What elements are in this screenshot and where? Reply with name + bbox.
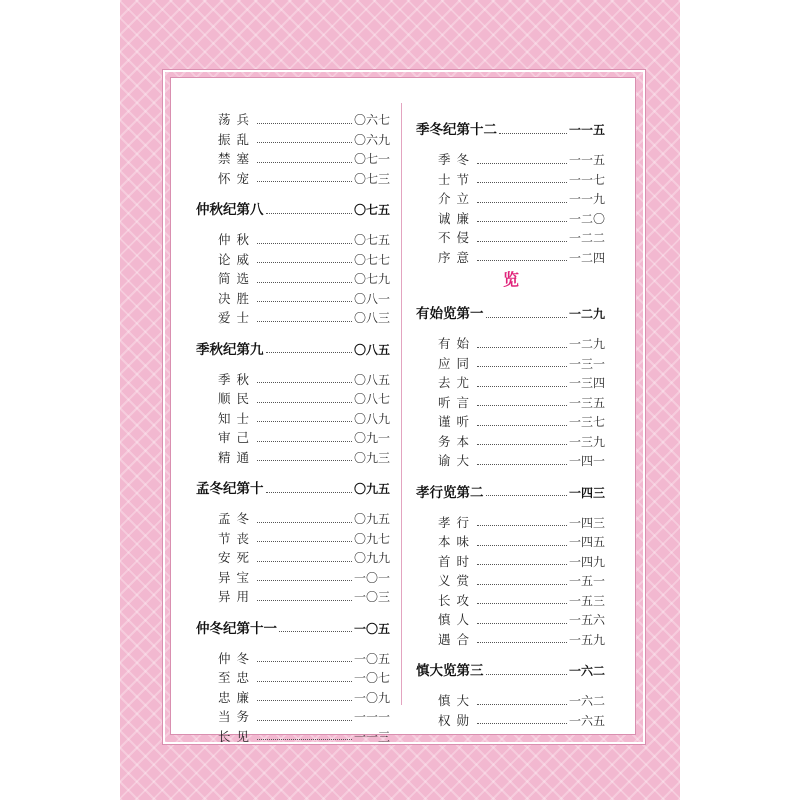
page-number: 〇七五: [353, 233, 390, 247]
toc-entry-row[interactable]: [196, 269, 390, 289]
toc-entry-row[interactable]: [196, 448, 390, 468]
page-number: 一一一: [353, 710, 390, 724]
toc-entry-row[interactable]: [196, 250, 390, 270]
toc-entry-row[interactable]: [196, 707, 390, 727]
page-number: 一〇九: [353, 690, 390, 705]
toc-entry-row[interactable]: [196, 169, 390, 189]
toc-entry-row[interactable]: [416, 373, 605, 393]
dot-leader: [257, 522, 352, 523]
entry-title: 不侵: [438, 230, 476, 245]
page-number: 〇九九: [353, 551, 390, 565]
toc-entry-row[interactable]: [196, 370, 390, 390]
page-number: 一六二: [568, 694, 605, 708]
toc-entry-row[interactable]: [416, 170, 605, 190]
dot-leader: [257, 441, 352, 442]
page-number: 〇七一: [353, 152, 390, 166]
toc-entry-row[interactable]: [416, 354, 605, 374]
entry-title: 精通: [218, 449, 256, 465]
toc-entry-row[interactable]: [196, 529, 390, 549]
toc-entry-row[interactable]: [196, 587, 390, 607]
page-number: 〇八五: [353, 372, 390, 387]
page-number: 一四一: [568, 454, 605, 468]
page-number: 一一九: [568, 192, 605, 206]
dot-leader: [499, 133, 567, 134]
dot-leader: [477, 202, 567, 203]
dot-leader: [477, 545, 567, 546]
dot-leader: [477, 444, 567, 445]
toc-entry-row[interactable]: [416, 610, 605, 630]
chapter-title: 孟冬纪第十: [196, 481, 264, 497]
entry-title: 应同: [438, 355, 476, 371]
dot-leader: [477, 221, 567, 222]
page-number: 〇九五: [353, 512, 390, 526]
toc-entry-row[interactable]: [196, 130, 390, 150]
page-number: 〇九三: [353, 450, 390, 465]
toc-entry-row[interactable]: [416, 189, 605, 209]
page-number: 〇九一: [353, 431, 390, 445]
toc-entry-row[interactable]: [196, 389, 390, 409]
entry-title: 介立: [438, 191, 476, 206]
page-number: 〇八三: [353, 311, 390, 325]
page-number: 〇八一: [353, 291, 390, 306]
column-divider: [401, 103, 402, 705]
dot-leader: [486, 674, 567, 675]
toc-entry-row[interactable]: [196, 409, 390, 429]
page-number: 一六五: [568, 713, 605, 728]
page-number: 一五一: [568, 574, 605, 588]
entry-title: 怀宠: [218, 170, 256, 186]
entry-title: 有始: [438, 336, 476, 351]
toc-chapter-row[interactable]: [196, 200, 390, 220]
entry-title: 仲秋: [218, 232, 256, 247]
page-number: 一六二: [568, 664, 605, 678]
toc-entry-row[interactable]: [416, 248, 605, 268]
entry-title: 季冬: [438, 152, 476, 167]
toc-chapter-row[interactable]: [416, 661, 605, 681]
dot-leader: [486, 317, 567, 318]
dot-leader: [257, 421, 352, 422]
entry-title: 荡兵: [218, 112, 256, 127]
toc-entry-row[interactable]: [416, 630, 605, 650]
entry-title: 当务: [218, 709, 256, 724]
page-number: 一四三: [568, 485, 605, 500]
page-number: 一〇五: [353, 651, 390, 666]
dot-leader: [477, 260, 567, 261]
dot-leader: [477, 723, 567, 724]
page-number: 一〇七: [353, 671, 390, 685]
toc-entry-row[interactable]: [416, 691, 605, 711]
page-number: 〇九五: [353, 482, 390, 496]
page-number: 一〇一: [353, 570, 390, 585]
page-number: 一三四: [568, 376, 605, 390]
dot-leader: [279, 631, 352, 632]
page-number: 一四三: [568, 515, 605, 530]
toc-entry-row[interactable]: [416, 393, 605, 413]
entry-title: 本味: [438, 534, 476, 549]
page-number: 〇八五: [353, 342, 390, 357]
dot-leader: [266, 213, 352, 214]
page-number: 一五九: [568, 632, 605, 647]
toc-entry-row[interactable]: [416, 552, 605, 572]
dot-leader: [257, 382, 352, 383]
entry-title: 慎大: [438, 693, 476, 708]
chapter-title: 慎大览第三: [416, 663, 484, 679]
page-number: 〇七三: [353, 171, 390, 186]
toc-chapter-row[interactable]: [416, 483, 605, 503]
dot-leader: [257, 243, 352, 244]
dot-leader: [477, 347, 567, 348]
entry-title: 简选: [218, 271, 256, 286]
page-number: 一二〇: [568, 211, 605, 226]
entry-title: 首时: [438, 553, 476, 569]
dot-leader: [477, 623, 567, 624]
dot-leader: [266, 352, 352, 353]
toc-entry-row[interactable]: [196, 548, 390, 568]
page-number: 一二九: [568, 337, 605, 351]
page-number: 一五三: [568, 593, 605, 608]
dot-leader: [477, 425, 567, 426]
entry-title: 论威: [218, 251, 256, 267]
dot-leader: [257, 681, 352, 682]
entry-title: 知士: [218, 410, 256, 426]
entry-title: 权勋: [438, 712, 476, 728]
toc-entry-row[interactable]: [416, 150, 605, 170]
chapter-title: 季秋纪第九: [196, 341, 264, 358]
page-number: 一三一: [568, 356, 605, 371]
page-number: 一一五: [568, 123, 605, 137]
toc-entry-row[interactable]: [416, 513, 605, 533]
entry-title: 士节: [438, 171, 476, 187]
page-number: 一五六: [568, 613, 605, 627]
entry-title: 孝行: [438, 514, 476, 530]
dot-leader: [257, 561, 352, 562]
chapter-title: 仲秋纪第八: [196, 202, 264, 218]
dot-leader: [257, 460, 352, 461]
dot-leader: [477, 584, 567, 585]
page-number: 一二四: [568, 250, 605, 265]
chapter-title: 孝行览第二: [416, 484, 484, 501]
dot-leader: [257, 402, 352, 403]
dot-leader: [257, 162, 352, 163]
entry-title: 遇合: [438, 631, 476, 647]
dot-leader: [477, 405, 567, 406]
toc-entry-row[interactable]: [416, 711, 605, 731]
page-number: 一三七: [568, 415, 605, 429]
toc-entry-row[interactable]: [196, 668, 390, 688]
dot-leader: [257, 580, 352, 581]
dot-leader: [257, 181, 352, 182]
toc-entry-row[interactable]: [196, 149, 390, 169]
dot-leader: [477, 163, 567, 164]
dot-leader: [477, 704, 567, 705]
toc-entry-row[interactable]: [416, 451, 605, 471]
page-number: 〇六七: [353, 113, 390, 127]
toc-entry-row[interactable]: [416, 532, 605, 552]
entry-title: 长见: [218, 728, 256, 744]
toc-entry-row[interactable]: [196, 509, 390, 529]
dot-leader: [257, 661, 352, 662]
dot-leader: [477, 642, 567, 643]
page-number: 一四五: [568, 535, 605, 549]
entry-title: 顺民: [218, 391, 256, 406]
page-number: 一一五: [568, 153, 605, 167]
dot-leader: [257, 142, 352, 143]
toc-chapter-row[interactable]: [196, 340, 390, 360]
chapter-title: 仲冬纪第十一: [196, 620, 277, 637]
entry-title: 安死: [218, 550, 256, 565]
entry-title: 至忠: [218, 670, 256, 685]
dot-leader: [477, 603, 567, 604]
entry-title: 听言: [438, 394, 476, 410]
page-number: 〇六九: [353, 132, 390, 147]
entry-title: 诚廉: [438, 210, 476, 226]
entry-title: 爱士: [218, 310, 256, 325]
page-number: 一三五: [568, 395, 605, 410]
entry-title: 节丧: [218, 530, 256, 546]
section-heading: 览: [502, 270, 519, 289]
dot-leader: [477, 564, 567, 565]
toc-entry-row[interactable]: [196, 688, 390, 708]
entry-title: 决胜: [218, 290, 256, 306]
page-number: 〇九七: [353, 531, 390, 546]
dot-leader: [257, 301, 352, 302]
chapter-title: 有始览第一: [416, 306, 484, 322]
toc-entry-row[interactable]: [416, 571, 605, 591]
page-number: 一二九: [568, 307, 605, 321]
dot-leader: [477, 386, 567, 387]
toc-entry-row[interactable]: [196, 428, 390, 448]
page-number: 一四九: [568, 554, 605, 569]
entry-title: 仲冬: [218, 650, 256, 666]
dot-leader: [266, 492, 352, 493]
entry-title: 孟冬: [218, 511, 256, 526]
dot-leader: [257, 541, 352, 542]
entry-title: 序意: [438, 249, 476, 265]
page-number: 〇七七: [353, 252, 390, 267]
page-number: 〇八九: [353, 411, 390, 426]
toc-entry-row[interactable]: [196, 289, 390, 309]
toc-entry-row[interactable]: [416, 432, 605, 452]
page-number: 〇八七: [353, 392, 390, 406]
dot-leader: [477, 182, 567, 183]
chapter-title: 季冬纪第十二: [416, 122, 497, 138]
toc-entry-row[interactable]: [416, 412, 605, 432]
page-number: 一一三: [353, 729, 390, 744]
entry-title: 异宝: [218, 569, 256, 585]
toc-entry-row[interactable]: [416, 334, 605, 354]
page-number: 一〇五: [353, 621, 390, 636]
toc-entry-row[interactable]: [196, 308, 390, 328]
dot-leader: [477, 464, 567, 465]
entry-title: 忠廉: [218, 689, 256, 705]
toc-entry-row[interactable]: [416, 591, 605, 611]
entry-title: 务本: [438, 433, 476, 449]
dot-leader: [257, 282, 352, 283]
page-number: 〇七五: [353, 203, 390, 217]
entry-title: 长攻: [438, 592, 476, 608]
toc-entry-row[interactable]: [196, 568, 390, 588]
page-number: 一〇三: [353, 590, 390, 604]
page-number: 〇七九: [353, 272, 390, 286]
page-number: 一二二: [568, 231, 605, 245]
dot-leader: [257, 600, 352, 601]
entry-title: 谕大: [438, 453, 476, 468]
toc-chapter-row[interactable]: [196, 479, 390, 499]
toc-entry-row[interactable]: [196, 727, 390, 747]
dot-leader: [477, 366, 567, 367]
toc-chapter-row[interactable]: [416, 304, 605, 324]
toc-entry-row[interactable]: [196, 649, 390, 669]
page-number: 一三九: [568, 434, 605, 449]
entry-title: 禁塞: [218, 151, 256, 166]
toc-entry-row[interactable]: [196, 110, 390, 130]
dot-leader: [257, 700, 352, 701]
dot-leader: [257, 739, 352, 740]
entry-title: 义赏: [438, 573, 476, 588]
toc-chapter-row[interactable]: [196, 619, 390, 639]
dot-leader: [477, 241, 567, 242]
entry-title: 审己: [218, 430, 256, 445]
toc-chapter-row[interactable]: [416, 120, 605, 140]
entry-title: 季秋: [218, 371, 256, 387]
dot-leader: [257, 262, 352, 263]
toc-entry-row[interactable]: [416, 209, 605, 229]
dot-leader: [477, 525, 567, 526]
dot-leader: [257, 720, 352, 721]
entry-title: 振乱: [218, 131, 256, 147]
entry-title: 去尤: [438, 375, 476, 390]
dot-leader: [257, 123, 352, 124]
entry-title: 谨听: [438, 414, 476, 429]
entry-title: 慎人: [438, 612, 476, 627]
dot-leader: [257, 321, 352, 322]
toc-entry-row[interactable]: [416, 228, 605, 248]
dot-leader: [486, 495, 567, 496]
page-number: 一一七: [568, 172, 605, 187]
toc-entry-row[interactable]: [196, 230, 390, 250]
entry-title: 异用: [218, 589, 256, 604]
